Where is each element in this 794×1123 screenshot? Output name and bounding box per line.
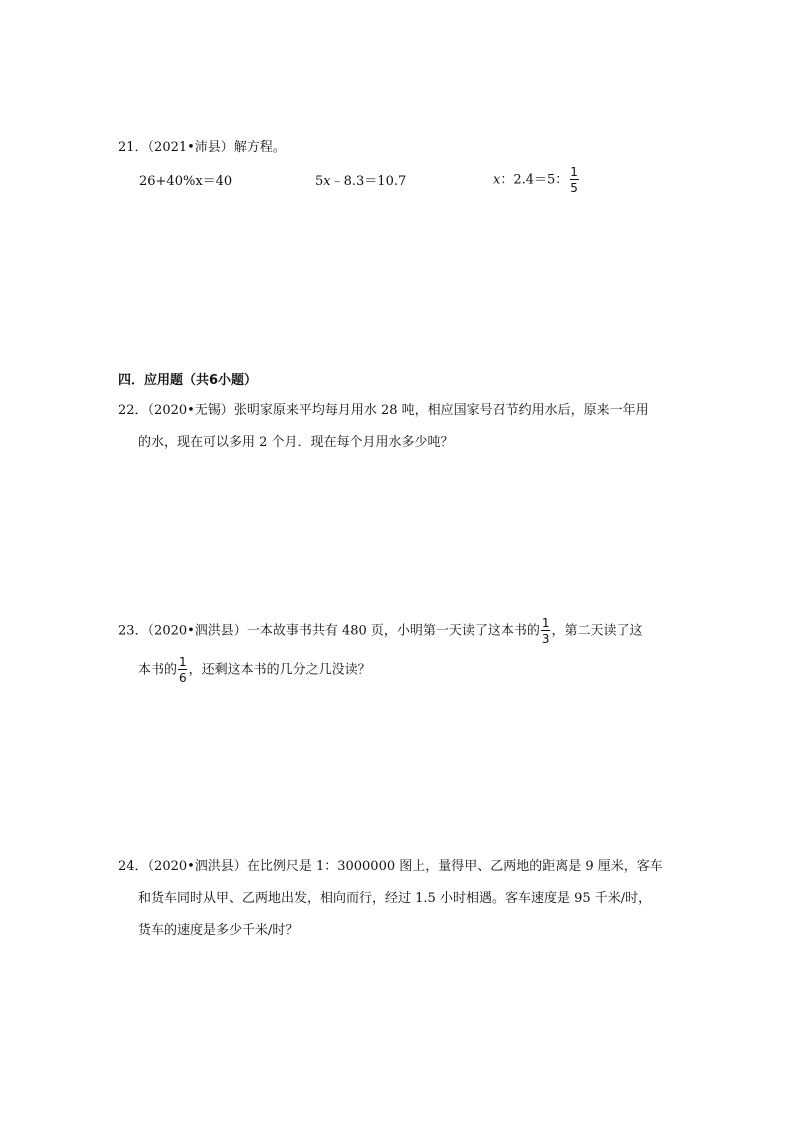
- equation-2-rest: ﹣8.3＝10.7: [330, 174, 407, 189]
- question-23-line-2: [138, 656, 371, 684]
- section-title: 四．应用题（共6小题）: [118, 373, 258, 388]
- question-24-text-1: 在比例尺是 1：3000000 图上，量得甲、乙两地的距离是 9 厘米，客车: [246, 859, 663, 874]
- question-22-number: 22．: [118, 403, 148, 418]
- equation-2-var: x: [323, 174, 331, 189]
- fraction-numerator: 1: [570, 165, 578, 179]
- question-24-line-1: [118, 855, 663, 874]
- question-23-text-2a: 本书的: [138, 662, 178, 678]
- question-24-number: 24．: [118, 859, 148, 874]
- question-22-source: （2020•无锡）: [147, 403, 234, 418]
- fraction-numerator: 1: [179, 655, 187, 669]
- question-23-text-1a: 一本故事书共有 480 页，小明第一天读了这本书的: [246, 623, 540, 639]
- question-23-source: （2020•泗洪县）: [147, 623, 247, 639]
- question-21-text: 解方程。: [233, 140, 286, 155]
- fraction-numerator: 1: [541, 616, 550, 630]
- question-23-text-1b: ，第二天读了这: [551, 623, 643, 639]
- equation-3-var: x: [493, 172, 501, 188]
- equation-3: [493, 166, 580, 194]
- question-22-line-2: 的水，现在可以多用 2 个月．现在每个月用水多少吨？: [138, 435, 454, 450]
- question-21-source: （2021•沛县）: [147, 140, 234, 155]
- question-23-fraction-1: [541, 617, 551, 645]
- equation-2: [315, 170, 406, 189]
- fraction-denominator: 6: [179, 671, 187, 685]
- question-24-line-3: 货车的速度是多少千米/时？: [138, 923, 299, 938]
- question-24-line-2: 和货车同时从甲、乙两地出发，相向而行，经过 1.5 小时相遇。客车速度是 95 千米/时，: [138, 891, 652, 906]
- question-24-source: （2020•泗洪县）: [147, 859, 247, 874]
- question-23-number: 23．: [118, 623, 148, 639]
- fraction-denominator: 3: [541, 632, 550, 646]
- question-23-text-2b: ，还剩这本书的几分之几没读？: [188, 662, 371, 678]
- equation-3-fraction: [569, 166, 579, 194]
- equation-2-coef: 5: [315, 174, 324, 189]
- question-23-fraction-2: [178, 656, 188, 684]
- question-21-number: 21．: [118, 140, 148, 155]
- question-22-text-1: 张明家原来平均每月用水 28 吨，相应国家号召节约用水后，原来一年用: [233, 403, 649, 418]
- equation-1: 26+40%x＝40: [139, 174, 233, 189]
- question-21: [118, 136, 286, 155]
- fraction-denominator: 5: [570, 181, 578, 195]
- question-23-line-1: [118, 617, 643, 645]
- equation-3-rest: ：2.4＝5：: [500, 172, 569, 188]
- question-22-line-1: [118, 399, 649, 418]
